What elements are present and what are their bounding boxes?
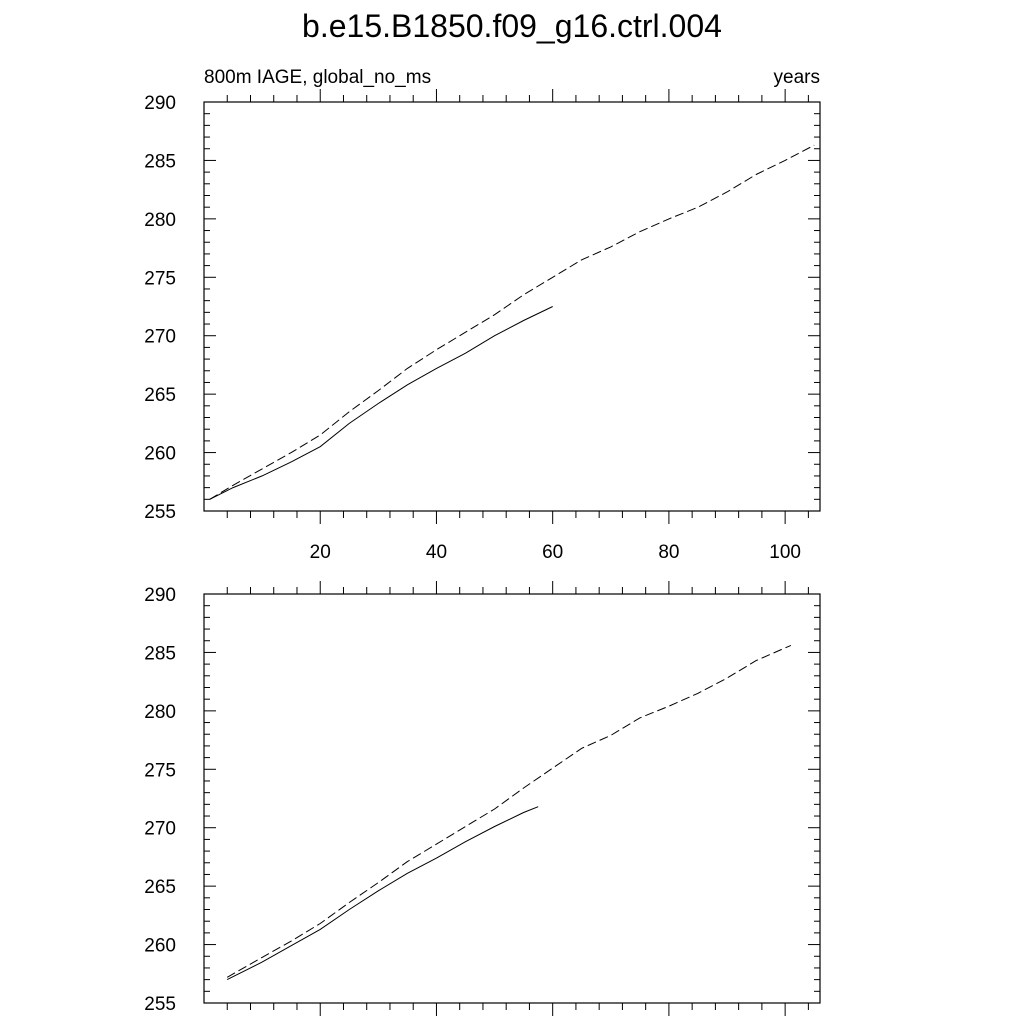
plot-frame xyxy=(204,594,820,1003)
x-tick-label: 60 xyxy=(542,542,564,563)
series-line-solid xyxy=(227,807,538,980)
y-tick-label: 285 xyxy=(144,151,176,173)
y-tick-label: 290 xyxy=(144,585,176,606)
upper-panel xyxy=(144,67,820,563)
y-tick-label: 280 xyxy=(144,701,176,723)
right-string: years xyxy=(773,67,820,88)
x-tick-label: 20 xyxy=(309,542,331,563)
y-tick-label: 285 xyxy=(144,643,176,665)
y-tick-label: 265 xyxy=(144,385,176,407)
y-tick-label: 275 xyxy=(144,268,176,290)
series-line-dashed xyxy=(227,645,791,977)
y-tick-label: 270 xyxy=(144,818,176,840)
y-tick-label: 260 xyxy=(144,443,176,465)
y-tick-label: 280 xyxy=(144,209,176,231)
y-tick-label: 275 xyxy=(144,760,176,782)
x-tick-label: 100 xyxy=(769,542,801,563)
x-tick-label: 80 xyxy=(658,542,680,563)
y-tick-label: 265 xyxy=(144,877,176,899)
chart-title: b.e15.B1850.f09_g16.ctrl.004 xyxy=(302,8,722,44)
y-tick-label: 255 xyxy=(144,502,176,523)
y-tick-label: 290 xyxy=(144,93,176,114)
y-tick-label: 255 xyxy=(144,994,176,1015)
series-line-dashed xyxy=(210,145,814,499)
y-tick-label: 260 xyxy=(144,935,176,957)
x-tick-label: 40 xyxy=(425,542,448,563)
series-line-solid xyxy=(210,307,553,500)
y-tick-label: 270 xyxy=(144,326,176,348)
lower-panel xyxy=(144,581,820,1016)
left-string: 800m IAGE, global_no_ms xyxy=(204,67,432,88)
